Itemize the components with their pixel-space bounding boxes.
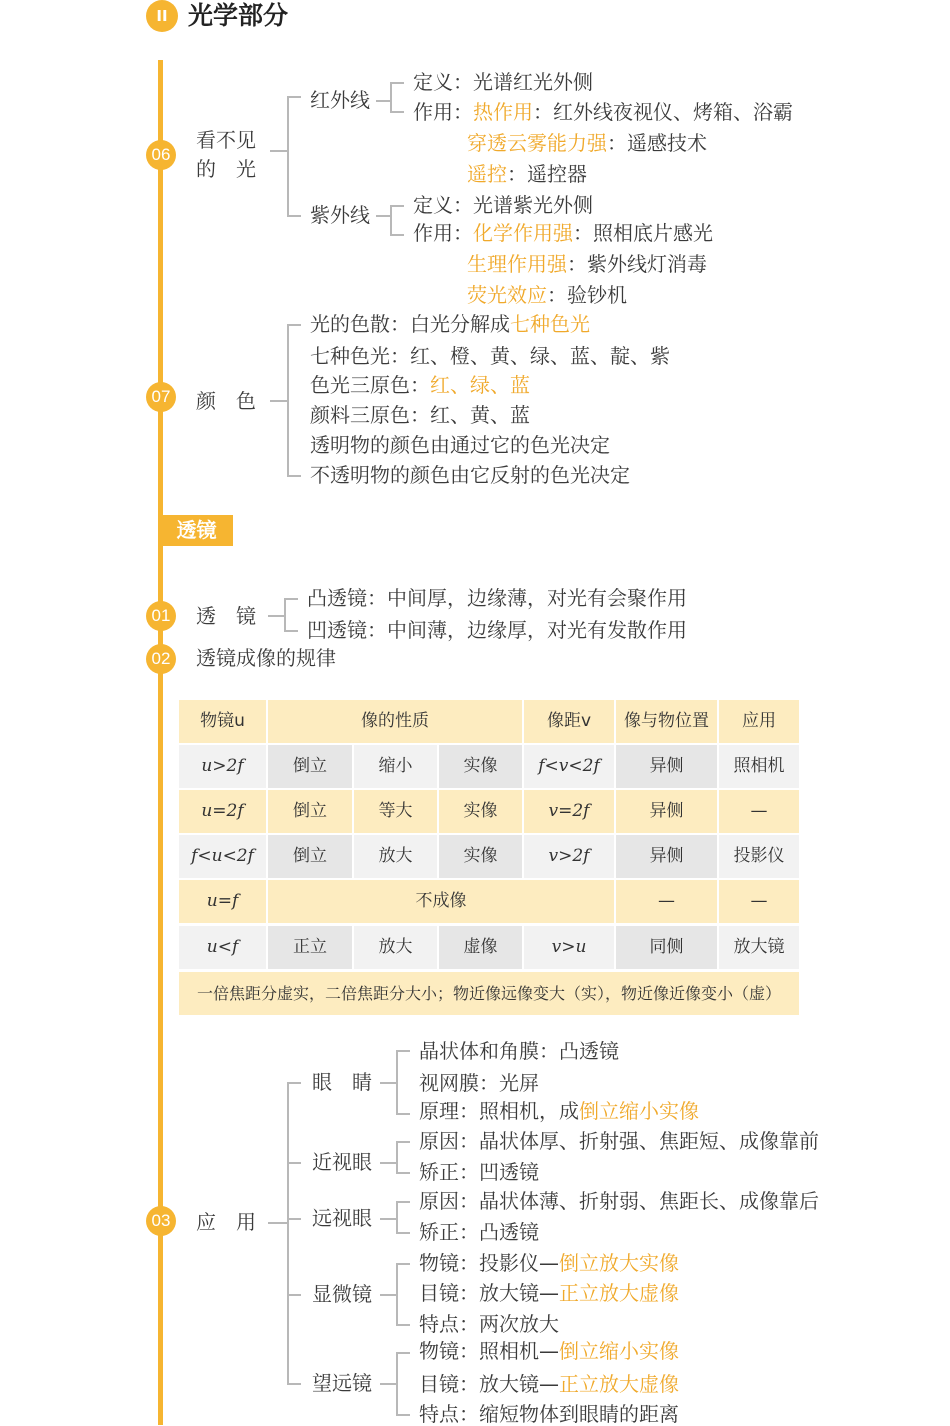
table-cell: 虚像: [439, 926, 524, 969]
header-position: 像与物位置: [616, 700, 719, 743]
item-02-label: 透镜成像的规律: [196, 646, 336, 670]
infrared-label: 红外线: [310, 88, 370, 112]
table-footer-text: 一倍焦距分虚实，二倍焦距分大小；物近像远像变大（实），物近像近像变小（虚）: [179, 972, 801, 1015]
table-cell: 放大: [354, 926, 439, 969]
ultraviolet-def: 定义：光谱紫光外侧: [413, 193, 593, 217]
eye-line-2: 视网膜：光屏: [419, 1071, 539, 1095]
header-object-distance: 物镜u: [179, 700, 268, 743]
item-07-badge: 07: [146, 382, 176, 412]
connector: [268, 615, 284, 617]
connector: [287, 1383, 301, 1385]
eye-line-3: 原理：照相机，成倒立缩小实像: [419, 1099, 699, 1123]
table-header: [179, 700, 801, 743]
microscope-line-1: 物镜：投影仪—倒立放大实像: [419, 1251, 679, 1275]
item-06-badge: 06: [146, 140, 176, 170]
ultraviolet-use-1: 作用：化学作用强：照相底片感光: [413, 221, 713, 245]
connector: [390, 205, 404, 207]
lens-section-title: 透镜: [160, 515, 233, 546]
eye-label: 眼 睛: [312, 1070, 372, 1094]
table-cell: 缩小: [354, 745, 439, 788]
connector: [396, 1263, 410, 1265]
color-line-6: 不透明物的颜色由它反射的色光决定: [310, 463, 630, 487]
connector: [380, 1218, 396, 1220]
connector: [284, 630, 298, 632]
myopia-label: 近视眼: [312, 1150, 372, 1174]
convex-lens-line: 凸透镜：中间厚，边缘薄，对光有会聚作用: [307, 586, 687, 610]
item-01-label: 透 镜: [196, 604, 256, 628]
connector: [396, 1201, 410, 1203]
connector: [287, 324, 301, 326]
myopia-line-1: 原因：晶状体厚、折射强、焦距短、成像靠前: [419, 1129, 819, 1153]
table-cell: 实像: [439, 790, 524, 833]
telescope-line-2: 目镜：放大镜—正立放大虚像: [419, 1372, 679, 1396]
table-cell: 等大: [354, 790, 439, 833]
ultraviolet-label: 紫外线: [310, 203, 370, 227]
table-cell: 投影仪: [719, 835, 801, 878]
table-row: [179, 880, 801, 923]
bracket: [284, 598, 286, 631]
item-06-label-2: 的 光: [196, 157, 256, 181]
connector: [287, 1218, 301, 1220]
table-cell: 异侧: [616, 790, 719, 833]
connector: [380, 1082, 396, 1084]
connector: [396, 1324, 410, 1326]
infrared-use-1: 作用：热作用：红外线夜视仪、烤箱、浴霸: [413, 100, 793, 124]
table-row: [179, 926, 801, 969]
connector: [287, 215, 301, 217]
table-cell: 放大: [354, 835, 439, 878]
bracket: [396, 1352, 398, 1415]
table-cell: —: [616, 880, 719, 923]
connector: [390, 82, 404, 84]
concave-lens-line: 凹透镜：中间薄，边缘厚，对光有发散作用: [307, 618, 687, 642]
section-title: 光学部分: [188, 1, 289, 30]
item-07-label: 颜 色: [196, 389, 256, 413]
connector: [380, 1383, 396, 1385]
telescope-line-1: 物镜：照相机—倒立缩小实像: [419, 1339, 679, 1363]
connector: [396, 1414, 410, 1416]
color-line-2: 七种色光：红、橙、黄、绿、蓝、靛、紫: [310, 344, 670, 368]
table-cell: v=2f: [524, 790, 616, 833]
hyperopia-line-1: 原因：晶状体薄、折射弱、焦距长、成像靠后: [419, 1189, 819, 1213]
table-cell: v>2f: [524, 835, 616, 878]
table-cell: 倒立: [268, 790, 354, 833]
connector: [380, 1294, 396, 1296]
bracket: [287, 324, 289, 476]
table-cell: u>2f: [179, 745, 268, 788]
microscope-label: 显微镜: [312, 1282, 372, 1306]
hyperopia-line-2: 矫正：凸透镜: [419, 1220, 539, 1244]
connector: [287, 1294, 301, 1296]
eye-line-1: 晶状体和角膜：凸透镜: [419, 1039, 619, 1063]
bracket: [287, 96, 289, 216]
connector: [396, 1352, 410, 1354]
telescope-line-3: 特点：缩短物体到眼睛的距离: [419, 1402, 679, 1426]
item-06-label: 看不见: [196, 128, 256, 152]
table-footer: [179, 972, 801, 1015]
connector: [376, 215, 390, 217]
table-cell: u<f: [179, 926, 268, 969]
connector: [390, 111, 404, 113]
table-cell: 正立: [268, 926, 354, 969]
infrared-def: 定义：光谱红光外侧: [413, 70, 593, 94]
header-image-distance: 像距v: [524, 700, 616, 743]
item-03-badge: 03: [146, 1206, 176, 1236]
header-image-nature: 像的性质: [268, 700, 524, 743]
infrared-use-2: 穿透云雾能力强：遥感技术: [467, 131, 707, 155]
table-row: [179, 835, 801, 878]
hyperopia-label: 远视眼: [312, 1206, 372, 1230]
bracket: [390, 82, 392, 112]
color-line-1: 光的色散：白光分解成七种色光: [310, 312, 590, 336]
table-cell: —: [719, 880, 801, 923]
table-cell: 倒立: [268, 745, 354, 788]
table-cell: f<u<2f: [179, 835, 268, 878]
table-cell: 实像: [439, 745, 524, 788]
table-row: [179, 790, 801, 833]
connector: [268, 1222, 288, 1224]
connector: [287, 1082, 301, 1084]
table-cell: 倒立: [268, 835, 354, 878]
connector: [390, 234, 404, 236]
header-application: 应用: [719, 700, 801, 743]
connector: [270, 150, 288, 152]
table-cell: 同侧: [616, 926, 719, 969]
microscope-line-2: 目镜：放大镜—正立放大虚像: [419, 1281, 679, 1305]
infrared-use-3: 遥控：遥控器: [467, 162, 587, 186]
table-row: [179, 745, 801, 788]
connector: [380, 1162, 396, 1164]
ultraviolet-use-3: 荧光效应：验钞机: [467, 283, 627, 307]
color-line-4: 颜料三原色：红、黄、蓝: [310, 403, 530, 427]
table-cell: 放大镜: [719, 926, 801, 969]
connector: [284, 598, 298, 600]
telescope-label: 望远镜: [312, 1371, 372, 1395]
microscope-line-3: 特点：两次放大: [419, 1312, 559, 1336]
table-cell: u=f: [179, 880, 268, 923]
section-badge: II: [146, 0, 178, 32]
table-cell: —: [719, 790, 801, 833]
connector: [396, 1050, 410, 1052]
table-cell: 异侧: [616, 835, 719, 878]
bracket: [390, 205, 392, 235]
connector: [376, 100, 390, 102]
table-cell: 照相机: [719, 745, 801, 788]
ultraviolet-use-2: 生理作用强：紫外线灯消毒: [467, 252, 707, 276]
connector: [287, 1162, 301, 1164]
connector: [396, 1113, 410, 1115]
connector: [287, 96, 301, 98]
item-01-badge: 01: [146, 601, 176, 631]
connector: [287, 475, 301, 477]
table-cell: v>u: [524, 926, 616, 969]
bracket: [396, 1141, 398, 1173]
table-cell: 实像: [439, 835, 524, 878]
bracket: [287, 1082, 289, 1384]
connector: [396, 1172, 410, 1174]
bracket: [396, 1263, 398, 1325]
table-cell: f<v<2f: [524, 745, 616, 788]
bracket: [396, 1050, 398, 1114]
connector: [270, 400, 288, 402]
bracket: [396, 1201, 398, 1233]
connector: [396, 1141, 410, 1143]
connector: [396, 1232, 410, 1234]
color-line-5: 透明物的颜色由通过它的色光决定: [310, 433, 610, 457]
color-line-3: 色光三原色：红、绿、蓝: [310, 373, 530, 397]
myopia-line-2: 矫正：凹透镜: [419, 1160, 539, 1184]
item-02-badge: 02: [146, 644, 176, 674]
table-cell: 不成像: [268, 880, 616, 923]
table-cell: 异侧: [616, 745, 719, 788]
item-03-label: 应 用: [196, 1210, 256, 1234]
table-cell: u=2f: [179, 790, 268, 833]
